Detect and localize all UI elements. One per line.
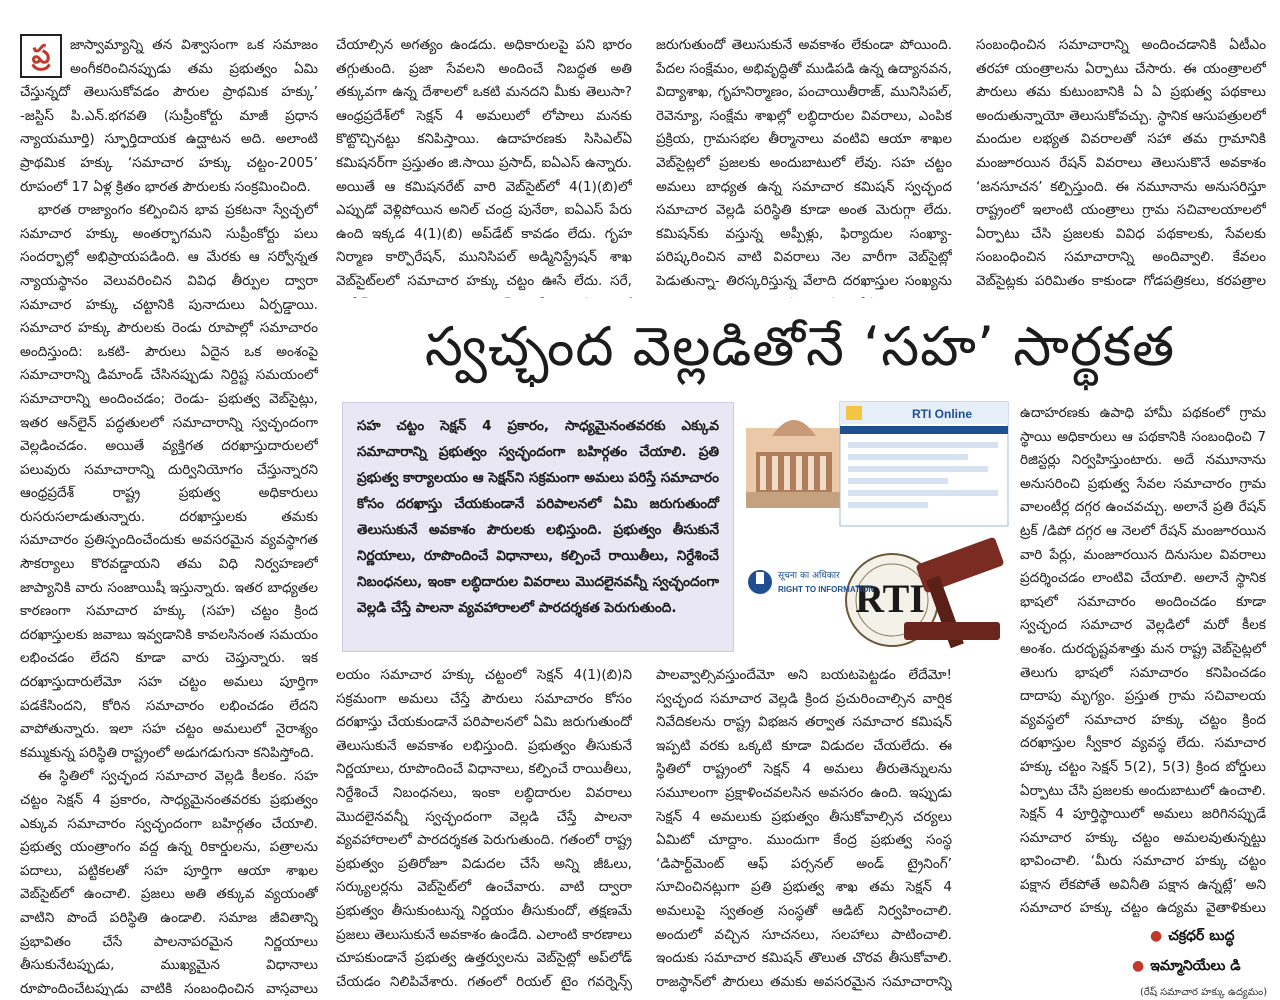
rti-stamp-text: RTI	[855, 576, 925, 621]
rti-illustration	[742, 400, 1012, 652]
byline-2	[1132, 958, 1252, 977]
headline: స్వచ్ఛంద వెల్లడితోనే ‘సహ’ సార్థకత	[424, 315, 1176, 378]
paragraph: జరుగుతుందో తెలుసుకునే అవకాశం లేకుండా పోయింది. పేదల సంక్షేమం, అభివృద్ధితో ముడిపడి ఉన్న ఉద్యానవన, విద్యాశాఖ, గృహనిర్మాణం, పంచాయితీరాజ్, మునిసిపల్, రెవెన్యూ, సంక్షేమ శాఖల్లో లబ్ధిదారుల వివరాలు, ఎంపిక ప్రక్రియ, గ్రామసభల తీర్మానాలు వంటివి ఆయా శాఖల వెబ్‌సైట్లలో ప్రజలకు అందుబాటులో లేవు. సహ చట్టం అమలు బాధ్యత ఉన్న సమాచార కమిషన్ స్వచ్ఛంద సమాచార వెల్లడి పరిస్థితి కూడా అంత మెరుగ్గా లేదు. కమిషన్‌కు వస్తున్న అప్పీళ్లు, ఫిర్యాదుల సంఖ్యా-పరిష్కరించిన వాటి వివరాలు నెల వారీగా వెబ్‌సైట్లో పెడుతున్నా- తిరస్కరిస్తున్న వేలాది దరఖాస్తుల సంఖ్యను	[656, 37, 952, 289]
article-column-4-top	[976, 34, 1266, 298]
byline-author: చక్రధర్ బుద్ధ	[1168, 928, 1235, 944]
paragraph: పాలవ్వాల్సివస్తుందేమో అని బయటపెట్టడం లేదేమో! స్వచ్ఛంద సమాచార వెల్లడి క్రింద ప్రచురించాల్సిన వార్షిక నివేదికలను రాష్ట్ర విభజన తర్వాత సమాచార కమిషన్ ఇప్పటి వరకు ఒక్కటి కూడా విడుదల చేయలేదు. ఈ స్థితిలో రాష్ట్రంలో సెక్షన్ 4 అమలు తీరుతెన్నులను సమూలంగా ప్రక్షాళించవలసిన అవసరం ఉంది. ఇప్పుడు సెక్షన్ 4 అమలుకు ప్రభుత్వం తీసుకోవాల్సిన చర్యలు ఏమిటో చూద్దాం. ముందుగా కేంద్ర ప్రభుత్వ సంస్థ ‘డిపార్ట్‌మెంట్ ఆఫ్ పర్సనల్ అండ్ ట్రైనింగ్’ సూచించినట్లుగా ప్రతి ప్రభుత్వ శాఖ తమ సెక్షన్ 4 అమలుపై స్వతంత్ర సంస్థతో ఆడిట్ నిర్వహించాలి. అందులో వచ్చిన సూచనలు, సలహాలు పాటించాలి. ఇందుకు సమాచార కమిషన్ తొలుత చొరవ తీసుకోవాలి. రాజస్థాన్‌లో పౌరులు తమకు అవసరమైన సమాచారాన్ని	[656, 667, 952, 990]
article-column-1	[20, 34, 318, 996]
byline-1	[1150, 928, 1270, 947]
bullet-icon: ●	[1132, 958, 1145, 974]
paragraph: జాస్వామ్యాన్ని తన విశ్వాసంగా ఒక సమాజం అంగీకరించినప్పుడు తమ ప్రభుత్వం ఏమి చేస్తున్నదో తెలుసుకోవడం పౌరుల ప్రాథమిక హక్కు’ -జస్టిస్ పి.ఎన్.భగవతి (సుప్రీంకోర్టు మాజీ ప్రధాన న్యాయమూర్తి) స్ఫూర్తిదాయక ఉద్ఘాటన అది. అలాంటి ప్రాథమిక హక్కు ‘సమాచార హక్కు చట్టం-2005’ రూపంలో 17 ఏళ్ల క్రితం భారత పౌరులకు సంక్రమించింది.	[20, 37, 318, 195]
paragraph: భారత రాజ్యాంగం కల్పించిన భావ ప్రకటనా స్వేచ్ఛలో సమాచార హక్కు అంతర్భాగమని సుప్రీంకోర్టు పలు సందర్భాల్లో అభిప్రాయపడింది. ఆ మేరకు ఆ సర్వోన్నత న్యాయస్థానం వెలువరించిన వివిధ తీర్పుల ద్వారా సమాచార హక్కు చట్టానికి పునాదులు ఏర్పడ్డాయి. సమాచార హక్కు పౌరులకు రెండు రూపాల్లో సమాచారం అందిస్తుంది: ఒకటి- పౌరులు ఏదైన ఒక అంశంపై సమాచారాన్ని డిమాండ్ చేసినప్పుడు నిర్దిష్ట సమయంలో సమాచారాన్ని అందించడం; రెండు- ప్రభుత్వ వెబ్‌సైట్లు, ఇతర ఆన్‌లైన్ పద్ధతులలో సమాచారాన్ని స్వచ్ఛందంగా వెల్లడించడం. అయితే వ్యక్తిగత దరఖాస్తుదారులలో పలువురు సమాచారాన్ని దుర్వినియోగం చేస్తున్నారని ఆంధ్రప్రదేశ్ రాష్ట్ర ప్రభుత్వ అధికారులు రుసరుసలాడుతున్నారు. దరఖాస్తులకు తమకు సమాచారం ప్రతిస్పందించేందుకు అవసరమైన వ్యవస్థాగత సౌకర్యాలు కొరవడ్డాయని తమ విధి నిర్వహణలో జాప్యానికి వారు సంజాయిషీ ఇస్తున్నారు. ఇతర బాధ్యతల కారణంగా సమాచార హక్కు (సహ) చట్టం క్రింద దరఖాస్తులకు జవాబు ఇవ్వడానికి కావలసినంత సమయం లభించడం లేదని కూడా వారు చెప్తున్నారు. ఇక దరఖాస్తుదారులేమో సహ చట్టం అమలు పూర్తిగా పడకేసిందని, కోరిన సమాచారం లభించడం లేదని వాపోతున్నారు. ఇలా సహ చట్టం అమలులో నైరాశ్యం కమ్ముకున్న పరిస్థితి రాష్ట్రంలో అడుగడుగునా కనిపిస్తోంది.	[20, 202, 318, 761]
rti-logo-en: RIGHT TO INFORMATION	[778, 585, 875, 594]
rti-logo-hindi: सूचना का अधिकार	[778, 571, 840, 581]
article-column-2-bottom	[336, 664, 632, 996]
article-column-2-top	[336, 34, 632, 298]
article-column-3-bottom	[656, 664, 952, 996]
rti-photo-collage	[742, 400, 1012, 652]
pull-quote-box: సహ చట్టం సెక్షన్ 4 ప్రకారం, సాధ్యమైనంతవరకు ఎక్కువ సమాచారాన్ని ప్రభుత్వం స్వచ్ఛందంగా బహిర్గతం చేయాలి. ప్రతి ప్రభుత్వ కార్యాలయం ఆ సెక్షన్‌ని సక్రమంగా అమలు పరిస్తే సమాచారం కోసం దరఖాస్తు చేయకుండానే పరిపాలనలో ఏమి జరుగుతుందో తెలుసుకునే అవకాశం పౌరులకు లభిస్తుంది. ప్రభుత్వం తీసుకునే నిర్ణయాలు, రూపొందించే విధానాలు, కల్పించే రాయితీలు, నిర్దేశించే నిబంధనలు, ఇంకా లబ్ధిదారుల వివరాలు మొదలైనవన్నీ స్వచ్ఛందంగా వెల్లడి చేస్తే పాలనా వ్యవహారాలలో పారదర్శకత పెరుగుతుంది.	[342, 402, 734, 652]
bullet-icon: ●	[1150, 928, 1163, 944]
logo-mark	[20, 34, 62, 78]
article-column-3-top	[656, 34, 952, 298]
paragraph: ఈ స్థితిలో స్వచ్ఛంద సమాచార వెల్లడి కీలకం. సహ చట్టం సెక్షన్ 4 ప్రకారం, సాధ్యమైనంతవరకు ప్రభుత్వం ఎక్కువ సమాచారం స్వచ్ఛందంగా బహిర్గతం చేయాలి. ప్రభుత్వ యంత్రాంగం వద్ద ఉన్న రికార్డులను, పత్రాలను పదాలు, పట్టికలతో సహ పూర్తిగా ఆయా శాఖల వెబ్‌సైట్‌లో ఉంచాలి. ప్రజలు అతి తక్కువ వ్యయంతో వాటిని పొందే పరిస్థితి ఉండాలి. సమాజ జీవితాన్ని ప్రభావితం చేసే పాలనాపరమైన నిర్ణయాలు తీసుకునేటప్పుడు, ముఖ్యమైన విధానాలు రూపొందించేటప్పుడు వాటికి సంబంధించిన వాస్తవాలు	[20, 768, 318, 996]
article-column-4-bottom	[1020, 402, 1266, 922]
paragraph: ఉదాహరణకు ఉపాధి హామీ పథకంలో గ్రామ స్థాయి అధికారులు ఆ పథకానికి సంబంధించి 7 రిజిస్టర్లు నిర్వహిస్తుంటారు. అదే నమూనాను అనుసరించి ప్రభుత్వ సేవల సమాచారం గ్రామ వాలంటీర్ల దగ్గర ఉంచవచ్చు. అలానే ప్రతి రేషన్ ట్రక్ /డిపో దగ్గర ఆ నెలలో రేషన్ మంజూరయిన వారి పేర్లు, మంజూరయిన దినుసుల వివరాలు ప్రదర్శించడం లాంటివి చేయాలి. అలానే స్థానిక భాషలో సమాచారం అందించడం కూడా స్వచ్ఛంద సమాచార వెల్లడిలో మరో కీలక అంశం. దురదృష్టవశాత్తు మన రాష్ట్ర వెబ్‌సైట్లలో తెలుగు భాషలో సమాచారం కనిపించడం దాదాపు మృగ్యం. ప్రస్తుత గ్రామ సచివాలయ వ్యవస్థలో సమాచార హక్కు చట్టం క్రింద దరఖాస్తుల స్వీకార వ్యవస్థ లేదు. సమాచార హక్కు చట్టం సెక్షన్ 5(2), 5(3) క్రింద బోర్డులు ఏర్పాటు చేసి ప్రజలకు అందుబాటులో ఉంచాలి. సెక్షన్ 4 పూర్తిస్థాయిలో అమలు జరిగినప్పుడే సమాచార హక్కు చట్టం అమలవుతున్నట్టు భావించాలి. ‘మీరు సమాచార హక్కు చట్టం పక్షాన లేకపోతే అవినీతి పక్షాన ఉన్నట్లే’ అని సమాచార హక్కు చట్టం ఉద్యమ వైతాళికులు	[1020, 405, 1266, 917]
paragraph: చేయాల్సిన అగత్యం ఉండదు. అధికారులపై పని భారం తగ్గుతుంది. ప్రజా సేవలని అందించే నిబద్ధత అతి తక్కువగా ఉన్న దేశాలలో ఒకటి మనదని మీకు తెలుసా? ఆంధ్రప్రదేశ్‌లో సెక్షన్ 4 అమలులో లోపాలు మనకు కొట్టొచ్చినట్టు కనిపిస్తాయి. ఉదాహరణకు సిసిఎల్‌ఏ కమిషనర్‌గా ప్రస్తుతం జి.సాయి ప్రసాద్, ఐఏఎస్ ఉన్నారు. అయితే ఆ కమిషనరేట్ వారి వెబ్‌సైట్‌లో 4(1)(బి)లో ఎప్పుడో వెళ్లిపోయిన అనిల్ చంద్ర పునేఠా, ఐఏఎస్ పేరు ఉంది ఇక్కడ 4(1)(బి) అప్‌డేట్ కావడం లేదు. గృహ నిర్మాణ కార్పొరేషన్, మునిసిపల్ అడ్మినిస్ట్రేషన్ శాఖ వెబ్‌సైట్‌లలో సమాచార హక్కు చట్టం ఊసే లేదు. సరే,	[336, 37, 632, 289]
rti-online-title: RTI Online	[912, 407, 972, 421]
byline-author: ఇమ్మానియేలు డి	[1150, 958, 1241, 974]
paragraph: లయం సమాచార హక్కు చట్టంలో సెక్షన్ 4(1)(బి)ని సక్రమంగా అమలు చేస్తే పౌరులు సమాచారం కోసం దరఖాస్తు చేయకుండానే పరిపాలనలో ఏమి జరుగుతుందో తెలుసుకునే అవకాశం లభిస్తుంది. ప్రభుత్వం తీసుకునే నిర్ణయాలు, రూపొందించే విధానాలు, కల్పించే రాయితీలు, నిర్దేశించే నిబంధనలు, ఇంకా లబ్ధిదారుల వివరాలు మొదలైనవన్నీ స్వచ్ఛందంగా వెల్లడి చేస్తే పాలనా వ్యవహారాలలో పారదర్శకత పెరుగుతుంది. గతంలో రాష్ట్ర ప్రభుత్వం ప్రతిరోజూ విడుదల చేసే అన్ని జీఓలు, సర్క్యులర్లను వెబ్‌సైట్‌లో ఉంచేవారు. వాటి ద్వారా ప్రభుత్వం తీసుకుంటున్న నిర్ణయం తీసుకుందో, తక్షణమే ప్రజలు తెలుసుకునే అవకాశం ఉండేది. ఎలాంటి కారణాలు చూపకుండానే ప్రభుత్వ ఉత్తర్వులను వెబ్‌సైట్లో అప్‌లోడ్ చేయడం నిలిపివేశారు. గతంలో రియల్ టైం గవర్నెన్స్	[336, 667, 632, 990]
supreme-court-icon	[746, 420, 842, 508]
logo-glyph: ప్ర	[31, 40, 51, 71]
paragraph: సంబంధించిన సమాచారాన్ని అందించడానికి ఏటీఎం తరహా యంత్రాలను ఏర్పాటు చేసారు. ఈ యంత్రాలలో పౌరులు తమ కుటుంబానికి ఏ ఏ ప్రభుత్వ పథకాలు అందుతున్నాయో తెలుసుకోవచ్చు. స్థానిక ఆసుపత్రులలో మందుల లభ్యత వివరాలతో సహా తమ గ్రామానికి మంజూరయిన రేషన్ వివరాలు తెలుసుకొనే అవకాశం ‘జనసూచన’ కల్పిస్తుంది. ఈ నమూనాను అనుసరిస్తూ రాష్ట్రంలో ఇలాంటి యంత్రాలు గ్రామ సచివాలయాలలో ఏర్పాటు చేసి ప్రజలకు వివిధ పథకాలకు, సేవలకు సంబంధించిన సమాచారాన్ని అందివ్వాలి. కేవలం వెబ్‌సైట్లకు పరిమితం కాకుండా గోడపత్రికలు, కరపత్రాల	[976, 37, 1266, 289]
byline-footnote: (రేష్ సమాచార హక్కు ఉద్యమం)	[1140, 987, 1268, 998]
rti-logo-icon	[748, 570, 772, 594]
